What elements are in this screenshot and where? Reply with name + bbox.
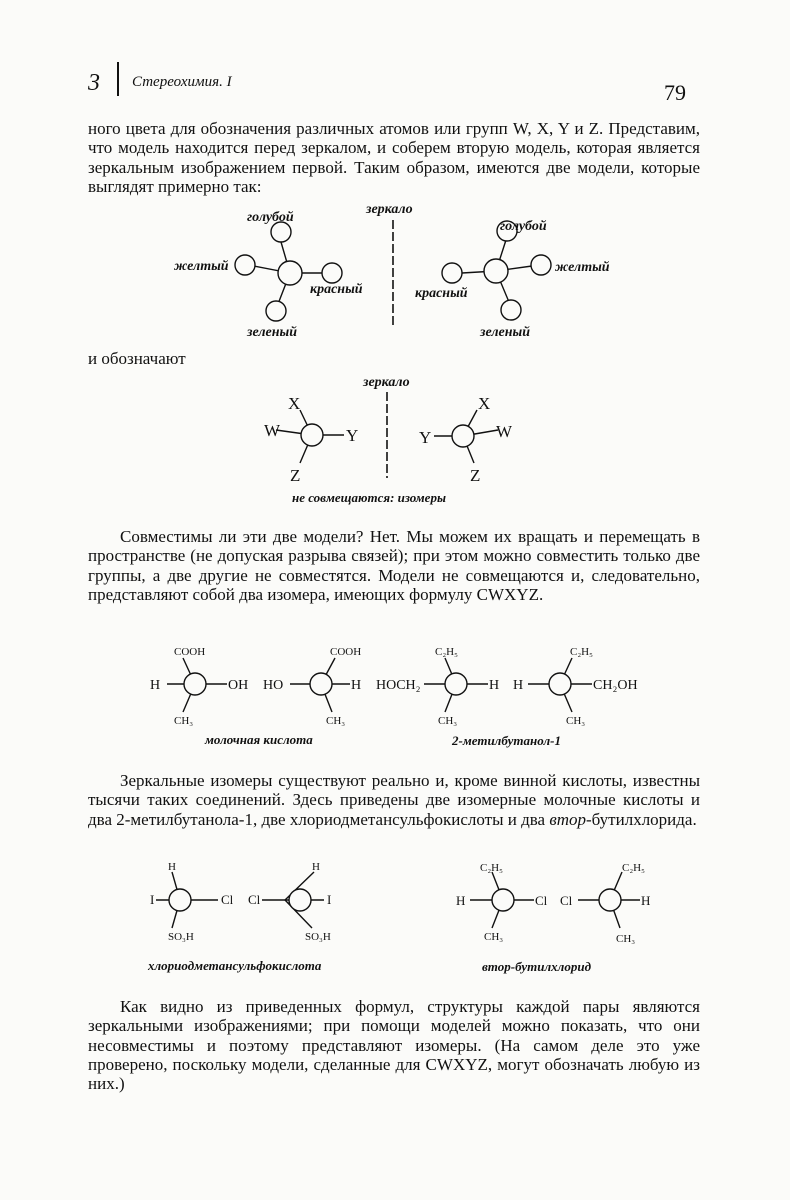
- svg-text:SO₃H: SO₃H: [305, 931, 331, 943]
- mirror-label-2: зеркало: [363, 375, 410, 390]
- chapter-title: Стереохимия. I: [132, 74, 232, 90]
- sulfo-right: [248, 861, 331, 943]
- svg-text:Cl: Cl: [221, 892, 234, 907]
- svg-text:CH₃: CH₃: [484, 931, 504, 943]
- svg-text:C₂H₅: C₂H₅: [435, 646, 458, 658]
- paragraph-intro: ного цвета для обозначения различных атомов или групп W, X, Y и Z. Представим, что модель находится перед зеркалом, и соберем вторую модель, которая является зеркальным изображением первой. Таким образом, имеются две модели, которые выглядят примерно так:: [88, 119, 700, 196]
- lactic-left: [150, 646, 248, 727]
- right-color-model: [415, 219, 610, 340]
- svg-text:CH₃: CH₃: [566, 715, 586, 727]
- mirror-label: зеркало: [366, 202, 413, 217]
- right-X: X: [478, 394, 491, 413]
- right-letter-model: [419, 394, 513, 485]
- svg-text:H: H: [312, 861, 320, 873]
- svg-text:C₂H₅: C₂H₅: [570, 646, 593, 658]
- label-blue-left: голубой: [247, 210, 294, 225]
- label-green-right: зеленый: [480, 325, 530, 340]
- svg-text:I: I: [150, 892, 155, 907]
- svg-text:H: H: [150, 678, 161, 693]
- svg-text:H: H: [456, 893, 466, 908]
- svg-text:Cl: Cl: [248, 892, 261, 907]
- label-yellow-right: желтый: [555, 260, 610, 275]
- paragraph-compatible: Совместимы ли эти две модели? Нет. Мы можем их вращать и перемещать в пространстве (не допуская разрыва связей); при этом можно совместить только две группы, а две другие не совместятся. Модели не совмещаются и, следовательно, представляют собой два изомера, имеющих формулу CWXYZ.: [88, 527, 700, 604]
- left-color-model: [174, 210, 363, 340]
- paragraph-conclusion: Как видно из приведенных формул, структуры каждой пары являются зеркальными изображениями; при помощи моделей можно показать, что они несовместимы и поэтому представляют изомеры. (На самом деле это уже проверено, поскольку модели, сделанные для CWXYZ, могут обозначать любую из них.): [88, 997, 700, 1094]
- svg-text:H: H: [168, 861, 176, 873]
- svg-text:CH₃: CH₃: [438, 715, 458, 727]
- left-W: W: [264, 421, 281, 440]
- label-green-left: зеленый: [247, 325, 297, 340]
- left-Z: Z: [290, 466, 301, 485]
- label-blue-right: голубой: [500, 219, 547, 234]
- svg-text:H: H: [513, 678, 524, 693]
- svg-text:H: H: [641, 893, 651, 908]
- figure-sulfo-butylchloride: [140, 858, 660, 978]
- svg-text:C₂H₅: C₂H₅: [480, 862, 503, 874]
- caption-lactic-acid: молочная кислота: [205, 732, 313, 747]
- left-X: X: [288, 394, 301, 413]
- butyl-right: [560, 862, 650, 945]
- svg-text:Cl: Cl: [535, 893, 548, 908]
- butyl-left: [456, 862, 548, 943]
- chapter-number: 3: [88, 70, 100, 96]
- svg-text:HO: HO: [263, 678, 284, 693]
- label-red-left: красный: [310, 282, 363, 297]
- header-divider: [117, 62, 119, 96]
- svg-text:CH₃: CH₃: [616, 933, 636, 945]
- sulfo-left: [150, 861, 234, 943]
- caption-chloroiodo: хлориодметансульфокислота: [148, 958, 322, 973]
- left-Y: Y: [346, 426, 359, 445]
- right-W: W: [496, 422, 513, 441]
- svg-text:H: H: [489, 678, 500, 693]
- figure-color-models: [160, 198, 640, 343]
- svg-text:COOH: COOH: [174, 646, 206, 658]
- butanol-right: [513, 646, 638, 727]
- svg-text:COOH: COOH: [330, 646, 362, 658]
- svg-text:C₂H₅: C₂H₅: [622, 862, 645, 874]
- right-Y: Y: [419, 428, 432, 447]
- svg-text:H: H: [351, 678, 362, 693]
- figure-letter-models: [250, 370, 550, 510]
- svg-text:SO₃H: SO₃H: [168, 931, 194, 943]
- svg-text:I: I: [327, 892, 332, 907]
- right-Z: Z: [470, 466, 481, 485]
- svg-text:OH: OH: [228, 678, 249, 693]
- caption-not-superimposable: не совмещаются: изомеры: [292, 490, 446, 505]
- svg-text:CH₃: CH₃: [326, 715, 346, 727]
- svg-text:CH₂OH: CH₂OH: [593, 678, 638, 693]
- butanol-left: [376, 646, 499, 727]
- svg-text:Cl: Cl: [560, 893, 573, 908]
- label-yellow-left: желтый: [174, 259, 229, 274]
- figure-lactic-butanol: [140, 644, 660, 754]
- caption-methylbutanol: 2-метилбутанол-1: [452, 733, 561, 748]
- svg-text:HOCH₂: HOCH₂: [376, 678, 421, 693]
- paragraph-and-denote: и обозначают: [88, 349, 186, 368]
- lactic-right: [263, 646, 361, 727]
- page-number: 79: [664, 80, 686, 105]
- caption-sec-butylchloride: втор-бутилхлорид: [482, 959, 592, 974]
- label-red-right: красный: [415, 286, 468, 301]
- left-letter-model: [264, 394, 358, 485]
- paragraph-mirror-isomers: Зеркальные изомеры существуют реально и, кроме винной кислоты, известны тысячи таких соединений. Здесь приведены две изомерные молочные кислоты и два 2-метилбутанола-1, две хлориодметансульфокислоты и два втор-бутилхлорида.: [88, 771, 700, 829]
- svg-text:CH₃: CH₃: [174, 715, 194, 727]
